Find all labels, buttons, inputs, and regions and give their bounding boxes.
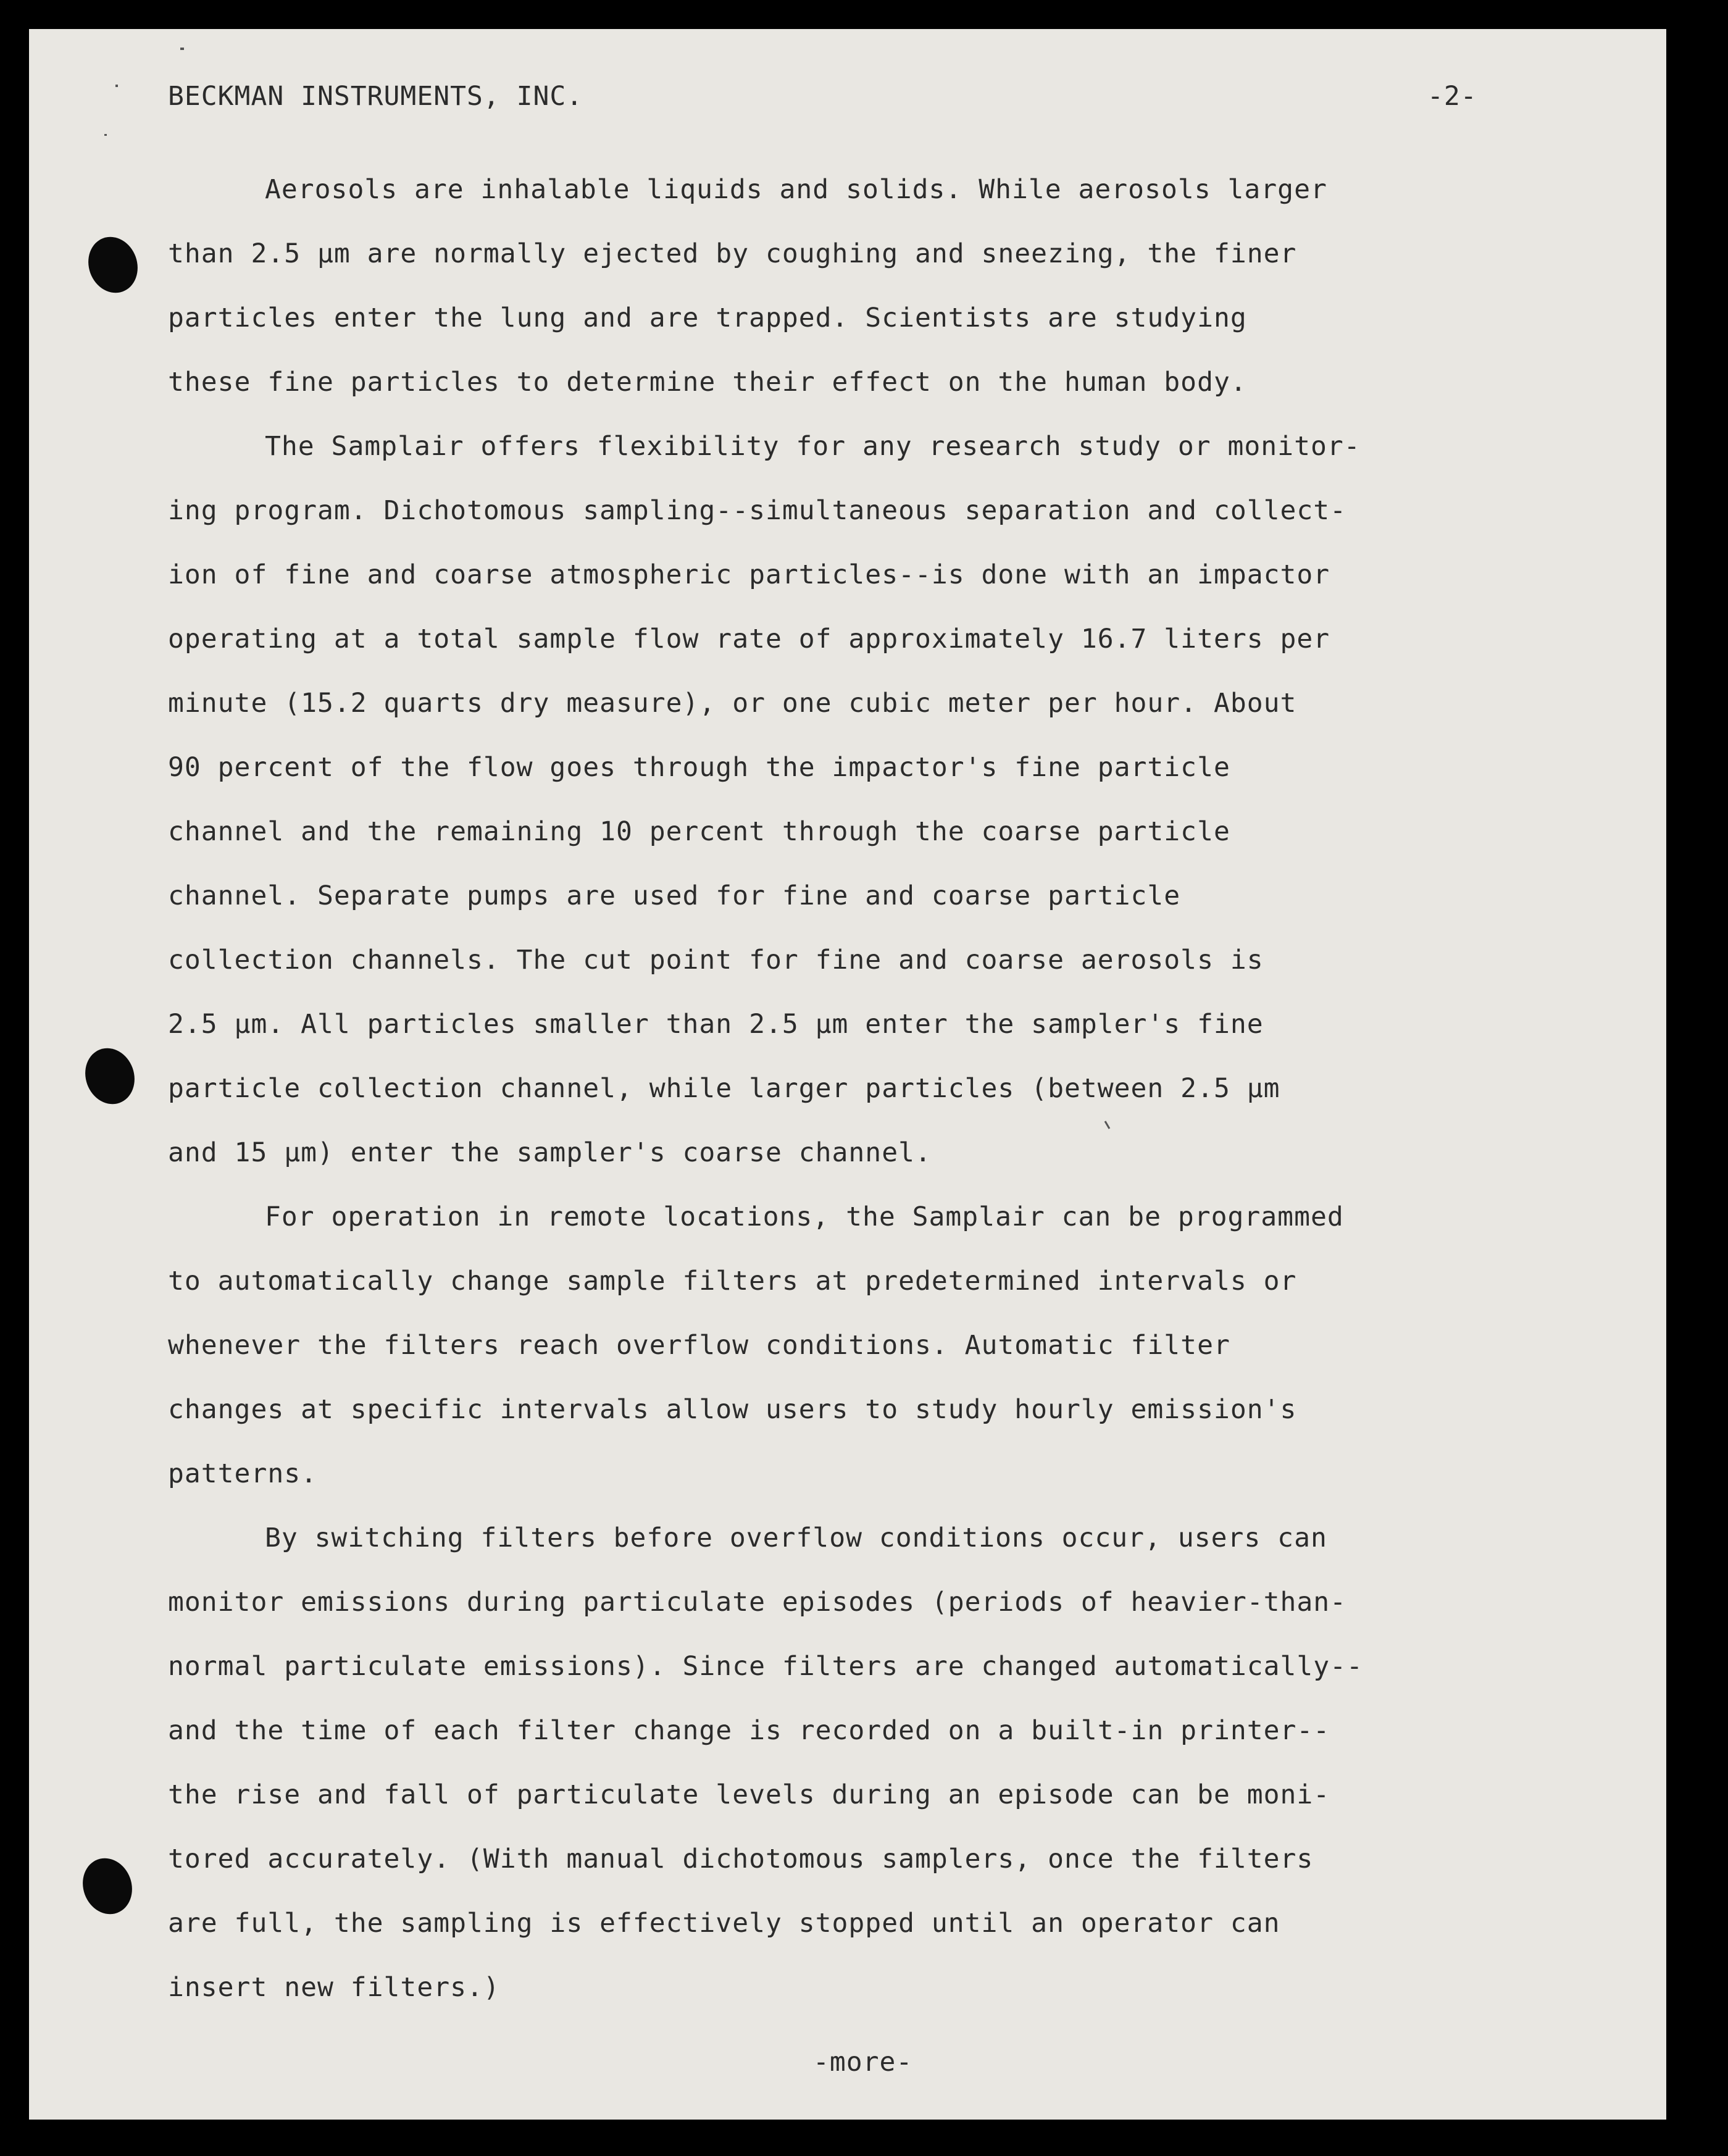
paragraph-3-line-1: For operation in remote locations, the Samplair can be programmed	[265, 1201, 1344, 1232]
paragraph-2-line-2: ing program. Dichotomous sampling--simultaneous separation and collect-	[168, 495, 1347, 526]
paragraph-1-line-3: particles enter the lung and are trapped. Scientists are studying	[168, 303, 1247, 333]
document-page	[29, 29, 1666, 2120]
paragraph-3-line-3: whenever the filters reach overflow conditions. Automatic filter	[168, 1330, 1230, 1361]
paragraph-2-line-11: particle collection channel, while larger particles (between 2.5 μm	[168, 1073, 1280, 1104]
paragraph-3-line-2: to automatically change sample filters at predetermined intervals or	[168, 1266, 1297, 1297]
paragraph-2-line-8: channel. Separate pumps are used for fine and coarse particle	[168, 880, 1181, 911]
paragraph-4-line-1: By switching filters before overflow conditions occur, users can	[265, 1523, 1327, 1553]
punch-hole-top	[81, 230, 146, 299]
paragraph-2-line-6: 90 percent of the flow goes through the impactor's fine particle	[168, 752, 1230, 783]
paragraph-2-line-7: channel and the remaining 10 percent through the coarse particle	[168, 816, 1230, 847]
paragraph-2-line-3: ion of fine and coarse atmospheric particles--is done with an impactor	[168, 559, 1330, 590]
paragraph-2-line-10: 2.5 μm. All particles smaller than 2.5 μm enter the sampler's fine	[168, 1009, 1264, 1040]
paper-speck	[180, 48, 184, 50]
paragraph-4-line-5: the rise and fall of particulate levels during an episode can be moni-	[168, 1779, 1330, 1810]
letterhead-company: BECKMAN INSTRUMENTS, INC.	[168, 81, 583, 112]
paragraph-4-line-2: monitor emissions during particulate episodes (periods of heavier-than-	[168, 1587, 1347, 1618]
punch-hole-middle	[78, 1041, 143, 1111]
paragraph-4-line-7: are full, the sampling is effectively stopped until an operator can	[168, 1908, 1280, 1939]
punch-hole-bottom	[75, 1851, 140, 1921]
paper-speck	[1104, 1121, 1111, 1129]
paragraph-2-line-12: and 15 μm) enter the sampler's coarse channel.	[168, 1137, 932, 1168]
paragraph-4-line-8: insert new filters.)	[168, 1972, 500, 2003]
paragraph-1-line-1: Aerosols are inhalable liquids and solids. While aerosols larger	[265, 174, 1327, 205]
paragraph-3-line-5: patterns.	[168, 1458, 317, 1489]
paragraph-1-line-2: than 2.5 μm are normally ejected by coughing and sneezing, the finer	[168, 238, 1297, 269]
paragraph-2-line-5: minute (15.2 quarts dry measure), or one cubic meter per hour. About	[168, 688, 1297, 719]
paragraph-4-line-6: tored accurately. (With manual dichotomous samplers, once the filters	[168, 1844, 1314, 1874]
continued-marker: -more-	[813, 2047, 913, 2078]
paragraph-2-line-1: The Samplair offers flexibility for any research study or monitor-	[265, 431, 1361, 462]
page-number: -2-	[1427, 81, 1477, 112]
paragraph-1-line-4: these fine particles to determine their effect on the human body.	[168, 367, 1247, 398]
paper-speck	[104, 134, 107, 136]
paragraph-2-line-9: collection channels. The cut point for fine and coarse aerosols is	[168, 945, 1264, 976]
paragraph-2-line-4: operating at a total sample flow rate of approximately 16.7 liters per	[168, 624, 1330, 654]
paragraph-3-line-4: changes at specific intervals allow users to study hourly emission's	[168, 1394, 1297, 1425]
paragraph-4-line-4: and the time of each filter change is recorded on a built-in printer--	[168, 1715, 1330, 1746]
paragraph-4-line-3: normal particulate emissions). Since filters are changed automatically--	[168, 1651, 1363, 1682]
paper-speck	[115, 85, 118, 87]
